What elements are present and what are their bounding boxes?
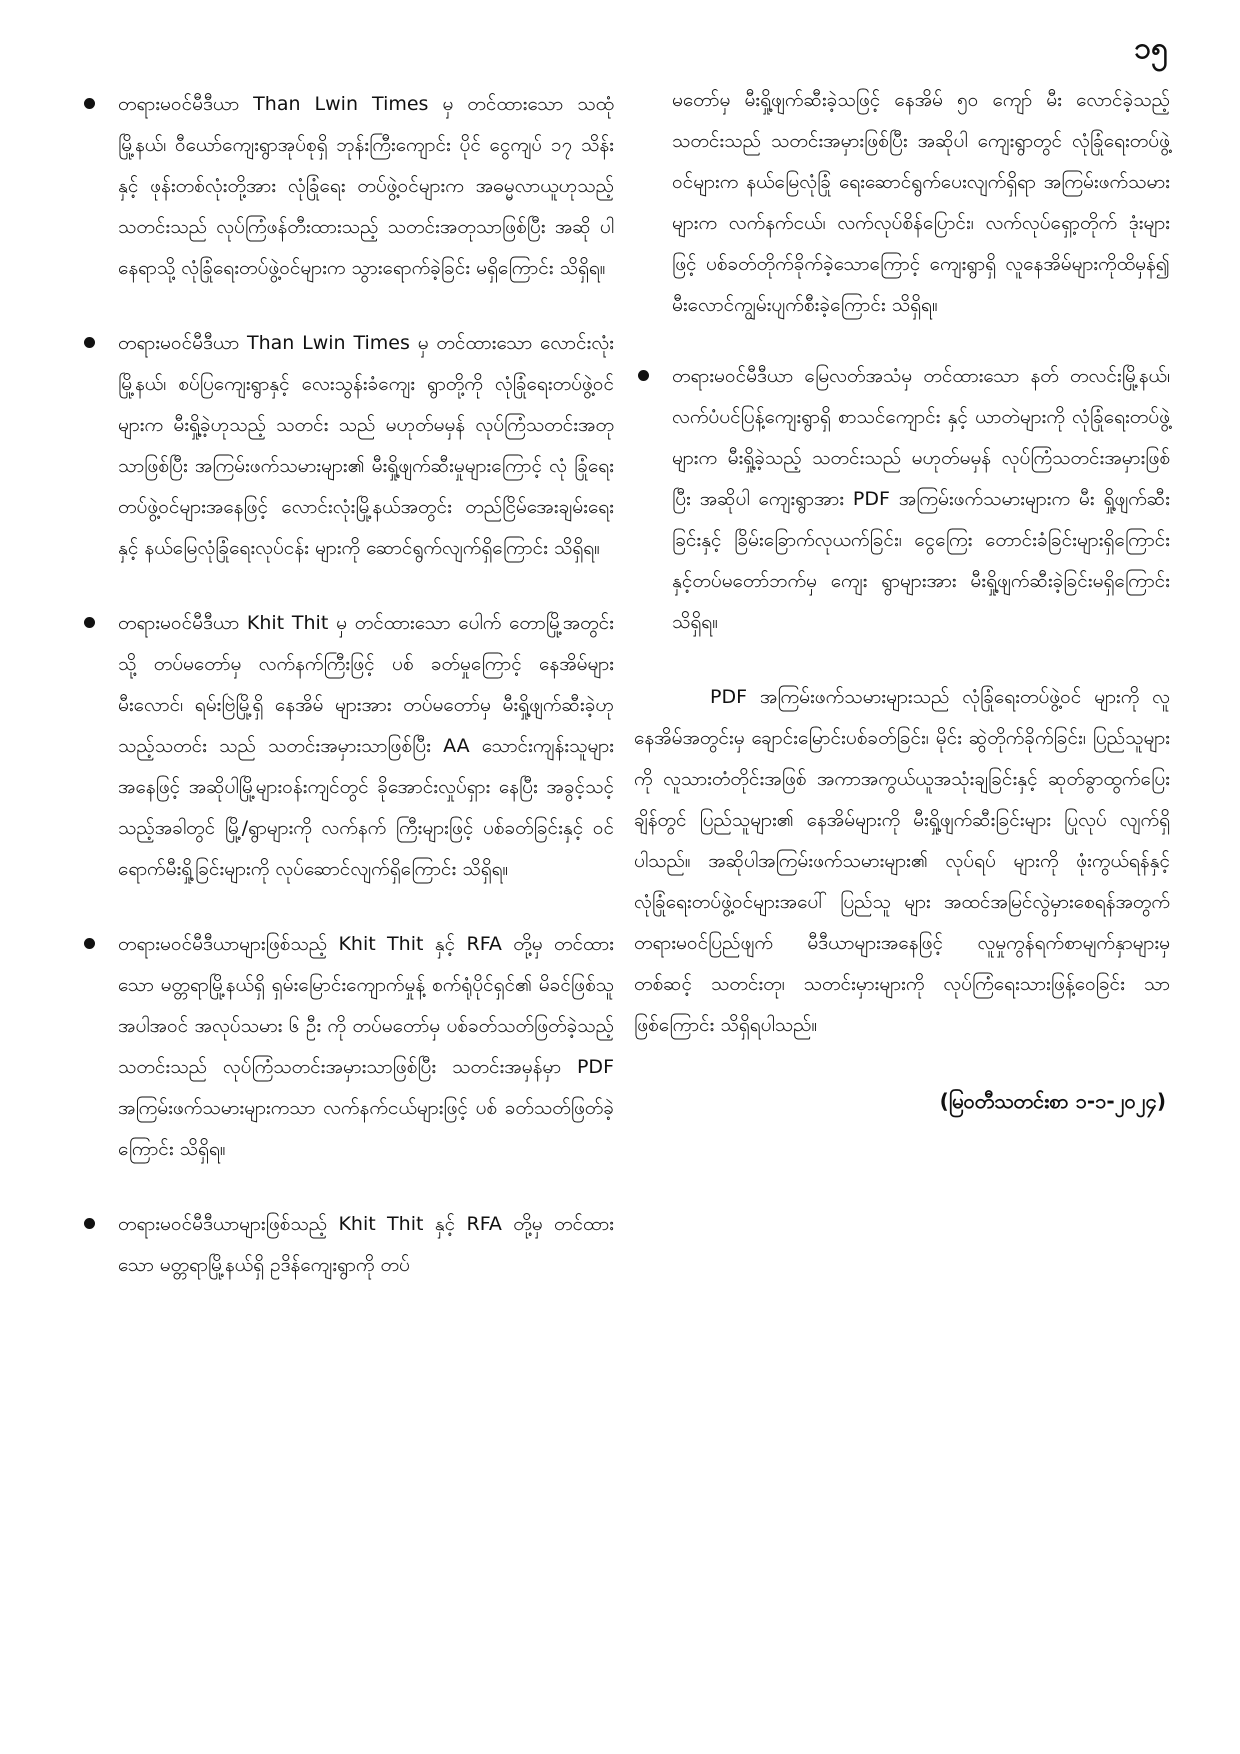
bullet-icon [84,1218,95,1229]
news-item-text: တရားမဝင်မီဒီယာ Than Lwin Times မှ တင်ထားသော လောင်းလုံးမြို့နယ်၊ စပ်ပြကျေးရွာနှင့် လေးသွန်းခံကျေး ရွာတို့ကို လုံခြုံရေးတပ်ဖွဲ့ဝင်များက မီးရှို့ခဲ့ဟုသည့် သတင်း သည် မဟုတ်မမှန် လုပ်ကြံသတင်းအတုသာဖြစ်ပြီး အကြမ်းဖက်သမားများ၏ မီးရှို့ဖျက်ဆီးမှုများကြောင့် လုံ ခြုံရေးတပ်ဖွဲ့ဝင်များအနေဖြင့် လောင်းလုံးမြို့နယ်အတွင်း တည်ငြိမ်အေးချမ်းရေးနှင့် နယ်မြေလုံခြုံရေးလုပ်ငန်း များကို ဆောင်ရွက်လျက်ရှိကြောင်း သိရှိရ။ [118,332,614,559]
summary-paragraph: PDF အကြမ်းဖက်သမားများသည် လုံခြုံရေးတပ်ဖွဲ့ဝင် များကို လူနေအိမ်အတွင်းမှ ချောင်းမြောင်းပစ်ခတ်ခြင်း၊ မိုင်း ဆွဲတိုက်ခိုက်ခြင်း၊ ပြည်သူများကို လူသားတံတိုင်းအဖြစ် အကာအကွယ်ယူအသုံးချခြင်းနှင့် ဆုတ်ခွာထွက်ပြေးချိန်တွင် ပြည်သူများ၏ နေအိမ်များကို မီးရှို့ဖျက်ဆီးခြင်းများ ပြုလုပ် လျက်ရှိပါသည်။ အဆိုပါအကြမ်းဖက်သမားများ၏ လုပ်ရပ် များကို ဖုံးကွယ်ရန်နှင့် လုံခြုံရေးတပ်ဖွဲ့ဝင်များအပေါ် ပြည်သူ များ အထင်အမြင်လွဲမှားစေရန်အတွက် တရားမဝင်ပြည်ဖျက် မီဒီယာများအနေဖြင့် လူမှုကွန်ရက်စာမျက်နှာများမှတစ်ဆင့် သတင်းတု၊ သတင်းမှားများကို လုပ်ကြံရေးသားဖြန့်ဝေခြင်း သာဖြစ်ကြောင်း သိရှိရပါသည်။ [634,686,1170,1036]
news-item-text: တရားမဝင်မီဒီယာများဖြစ်သည့် Khit Thit နှင့် RFA တို့မှ တင်ထားသော မတ္တရာမြို့နယ်ရှိ ရှမ်းမြောင်းကျောက်မှုန့် စက်ရုံပိုင်ရှင်၏ မိခင်ဖြစ်သူအပါအဝင် အလုပ်သမား ၆ ဦး ကို တပ်မတော်မှ ပစ်ခတ်သတ်ဖြတ်ခဲ့သည့်သတင်းသည် လုပ်ကြံသတင်းအမှားသာဖြစ်ပြီး သတင်းအမှန်မှာ PDF အကြမ်းဖက်သမားများကသာ လက်နက်ငယ်များဖြင့် ပစ် ခတ်သတ်ဖြတ်ခဲ့ကြောင်း သိရှိရ။ [118,933,614,1160]
news-item [80,1204,614,1286]
news-item-text: တရားမဝင်မီဒီယာ မြေလတ်အသံမှ တင်ထားသော နတ် တလင်းမြို့နယ်၊ လက်ပံပင်ပြန့်ကျေးရွာရှိ စာသင်ကျောင်း နှင့် ယာတဲများကို လုံခြုံရေးတပ်ဖွဲ့များက မီးရှို့ခဲ့သည့် သတင်းသည် မဟုတ်မမှန် လုပ်ကြံသတင်းအမှားဖြစ်ပြီး အဆိုပါ ကျေးရွာအား PDF အကြမ်းဖက်သမားများက မီး ရှို့ဖျက်ဆီးခြင်းနှင့် ခြိမ်းခြောက်လုယက်ခြင်း၊ ငွေကြေး တောင်းခံခြင်းများရှိကြောင်းနှင့်တပ်မတော်ဘက်မှ ကျေး ရွာများအား မီးရှို့ဖျက်ဆီးခဲ့ခြင်းမရှိကြောင်း သိရှိရ။ [672,365,1170,633]
bullet-icon [84,617,95,628]
continued-news-text: မတော်မှ မီးရှို့ဖျက်ဆီးခဲ့သဖြင့် နေအိမ် ၅၀ ကျော် မီး လောင်ခဲ့သည့်သတင်းသည် သတင်းအမှားဖြစ်ပြီး အဆိုပါ ကျေးရွာတွင် လုံခြုံရေးတပ်ဖွဲ့ဝင်များက နယ်မြေလုံခြုံ ရေးဆောင်ရွက်ပေးလျက်ရှိရာ အကြမ်းဖက်သမားများက လက်နက်ငယ်၊ လက်လုပ်စိန်ပြောင်း၊ လက်လုပ်ရှော့တိုက် ဒုံးများဖြင့် ပစ်ခတ်တိုက်ခိုက်ခဲ့သောကြောင့် ကျေးရွာရှိ လူနေအိမ်များကိုထိမှန်၍ မီးလောင်ကျွမ်းပျက်စီးခဲ့ကြောင်း သိရှိရ။ [672,89,1170,316]
bullet-icon [638,370,649,381]
news-item [80,603,614,890]
news-item-text: တရားမဝင်မီဒီယာ Than Lwin Times မှ တင်ထားသော သထုံမြို့နယ်၊ ဝီယော်ကျေးရွာအုပ်စုရှိ ဘုန်းကြီးကျောင်း ပိုင် ငွေကျပ် ၁၇ သိန်းနှင့် ဖုန်းတစ်လုံးတို့အား လုံခြုံရေး တပ်ဖွဲ့ဝင်များက အဓမ္မလာယူဟုသည့် သတင်းသည် လုပ်ကြံဖန်တီးထားသည့် သတင်းအတုသာဖြစ်ပြီး အဆို ပါနေရာသို့ လုံခြုံရေးတပ်ဖွဲ့ဝင်များက သွားရောက်ခဲ့ခြင်း မရှိကြောင်း သိရှိရ။ [118,93,614,279]
news-item [80,323,614,569]
news-item [80,84,614,289]
bullet-icon [84,98,95,109]
news-item-text: တရားမဝင်မီဒီယာများဖြစ်သည့် Khit Thit နှင့် RFA တို့မှ တင်ထားသော မတ္တရာမြို့နယ်ရှိ ဥဒိန်ကျေးရွာကို တပ် [118,1213,614,1276]
page-number: ၁၅ [1134,31,1168,66]
bullet-icon [84,938,95,949]
source-citation: (မြဝတီသတင်းစာ ၁-၁-၂၀၂၄) [939,1089,1166,1113]
left-column [80,84,614,1320]
bullet-icon [84,337,95,348]
news-item-text: တရားမဝင်မီဒီယာ Khit Thit မှ တင်ထားသော ပေါက် တောမြို့အတွင်းသို့ တပ်မတော်မှ လက်နက်ကြီးဖြင့် ပစ် ခတ်မှုကြောင့် နေအိမ်များမီးလောင်၊ ရမ်းဗြဲမြို့ရှိ နေအိမ် များအား တပ်မတော်မှ မီးရှို့ဖျက်ဆီးခဲ့ဟုသည့်သတင်း သည် သတင်းအမှားသာဖြစ်ပြီး AA သောင်းကျန်းသူများ အနေဖြင့် အဆိုပါမြို့များဝန်းကျင်တွင် ခိုအောင်းလှုပ်ရှား နေပြီး အခွင့်သင့်သည့်အခါတွင် မြို့/ရွာများကို လက်နက် ကြီးများဖြင့် ပစ်ခတ်ခြင်းနှင့် ဝင်ရောက်မီးရှို့ခြင်းများကို လုပ်ဆောင်လျက်ရှိကြောင်း သိရှိရ။ [118,612,614,880]
right-column [634,80,1170,1116]
news-item [634,356,1170,643]
news-item [80,924,614,1170]
